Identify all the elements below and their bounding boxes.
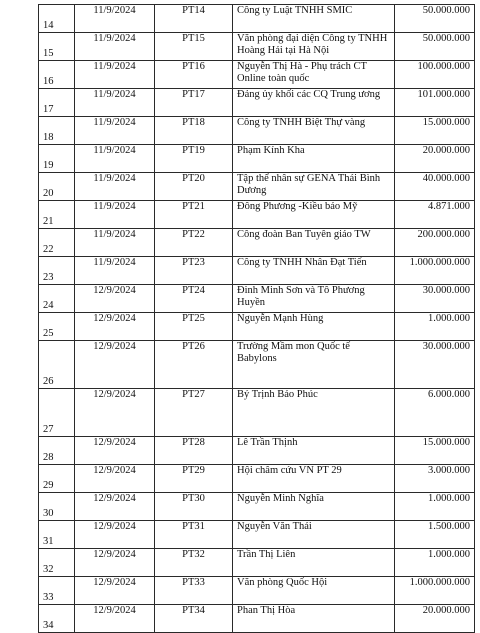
donation-table xyxy=(38,4,475,633)
row-date: 11/9/2024 xyxy=(75,33,155,61)
row-amount: 1.000.000 xyxy=(395,493,475,521)
table-row xyxy=(39,145,475,173)
table-row xyxy=(39,313,475,341)
row-receipt-code: PT22 xyxy=(155,229,233,257)
row-donor-name: Văn phòng đại diện Công ty TNHH Hoàng Hải tại Hà Nội xyxy=(233,33,395,61)
table-row xyxy=(39,201,475,229)
row-receipt-code: PT14 xyxy=(155,5,233,33)
row-date: 12/9/2024 xyxy=(75,437,155,465)
row-amount: 6.000.000 xyxy=(395,389,475,437)
row-date: 12/9/2024 xyxy=(75,493,155,521)
table-row xyxy=(39,89,475,117)
row-receipt-code: PT24 xyxy=(155,285,233,313)
row-donor-name: Phan Thị Hòa xyxy=(233,605,395,633)
row-receipt-code: PT31 xyxy=(155,521,233,549)
row-number: 31 xyxy=(39,521,75,549)
row-donor-name: Đông Phương -Kiều bảo Mỹ xyxy=(233,201,395,229)
row-amount: 3.000.000 xyxy=(395,465,475,493)
row-amount: 40.000.000 xyxy=(395,173,475,201)
row-amount: 4.871.000 xyxy=(395,201,475,229)
row-donor-name: Hội châm cứu VN PT 29 xyxy=(233,465,395,493)
row-receipt-code: PT19 xyxy=(155,145,233,173)
row-donor-name: Công ty TNHH Nhân Đạt Tiến xyxy=(233,257,395,285)
row-amount: 1.500.000 xyxy=(395,521,475,549)
row-receipt-code: PT32 xyxy=(155,549,233,577)
row-receipt-code: PT16 xyxy=(155,61,233,89)
row-number: 15 xyxy=(39,33,75,61)
table-row xyxy=(39,493,475,521)
row-amount: 200.000.000 xyxy=(395,229,475,257)
row-amount: 50.000.000 xyxy=(395,5,475,33)
row-date: 11/9/2024 xyxy=(75,5,155,33)
row-date: 12/9/2024 xyxy=(75,465,155,493)
table-row xyxy=(39,549,475,577)
row-number: 25 xyxy=(39,313,75,341)
row-donor-name: Lê Trần Thịnh xyxy=(233,437,395,465)
row-receipt-code: PT17 xyxy=(155,89,233,117)
row-amount: 1.000.000.000 xyxy=(395,257,475,285)
row-date: 12/9/2024 xyxy=(75,285,155,313)
row-date: 11/9/2024 xyxy=(75,145,155,173)
row-number: 30 xyxy=(39,493,75,521)
table-row xyxy=(39,285,475,313)
row-amount: 15.000.000 xyxy=(395,117,475,145)
row-amount: 1.000.000.000 xyxy=(395,577,475,605)
row-receipt-code: PT21 xyxy=(155,201,233,229)
row-date: 11/9/2024 xyxy=(75,257,155,285)
table-row xyxy=(39,5,475,33)
row-date: 11/9/2024 xyxy=(75,61,155,89)
row-number: 18 xyxy=(39,117,75,145)
row-receipt-code: PT28 xyxy=(155,437,233,465)
row-date: 12/9/2024 xyxy=(75,313,155,341)
row-number: 21 xyxy=(39,201,75,229)
row-date: 12/9/2024 xyxy=(75,521,155,549)
row-amount: 15.000.000 xyxy=(395,437,475,465)
table-row xyxy=(39,465,475,493)
row-donor-name: Tập thể nhân sự GENA Thái Bình Dương xyxy=(233,173,395,201)
row-receipt-code: PT34 xyxy=(155,605,233,633)
row-date: 12/9/2024 xyxy=(75,549,155,577)
row-donor-name: Nguyễn Thị Hà - Phụ trách CT Online toàn quốc xyxy=(233,61,395,89)
row-date: 12/9/2024 xyxy=(75,577,155,605)
table-row xyxy=(39,173,475,201)
table-row xyxy=(39,33,475,61)
table-row xyxy=(39,229,475,257)
row-amount: 20.000.000 xyxy=(395,145,475,173)
row-number: 27 xyxy=(39,389,75,437)
row-donor-name: Nguyễn Minh Nghĩa xyxy=(233,493,395,521)
row-amount: 20.000.000 xyxy=(395,605,475,633)
row-donor-name: Đinh Minh Sơn và Tô Phương Huyền xyxy=(233,285,395,313)
row-amount: 1.000.000 xyxy=(395,549,475,577)
table-row xyxy=(39,341,475,389)
row-amount: 100.000.000 xyxy=(395,61,475,89)
row-receipt-code: PT29 xyxy=(155,465,233,493)
row-number: 16 xyxy=(39,61,75,89)
row-amount: 101.000.000 xyxy=(395,89,475,117)
row-date: 11/9/2024 xyxy=(75,229,155,257)
row-receipt-code: PT30 xyxy=(155,493,233,521)
row-amount: 1.000.000 xyxy=(395,313,475,341)
row-date: 12/9/2024 xyxy=(75,389,155,437)
row-donor-name: Văn phòng Quốc Hội xyxy=(233,577,395,605)
row-donor-name: Công ty TNHH Biệt Thự vàng xyxy=(233,117,395,145)
row-receipt-code: PT20 xyxy=(155,173,233,201)
row-date: 11/9/2024 xyxy=(75,173,155,201)
table-row xyxy=(39,521,475,549)
row-number: 17 xyxy=(39,89,75,117)
row-donor-name: Trần Thị Liên xyxy=(233,549,395,577)
row-donor-name: Công ty Luật TNHH SMIC xyxy=(233,5,395,33)
row-number: 23 xyxy=(39,257,75,285)
row-number: 34 xyxy=(39,605,75,633)
table-row xyxy=(39,605,475,633)
row-receipt-code: PT25 xyxy=(155,313,233,341)
row-receipt-code: PT15 xyxy=(155,33,233,61)
row-number: 26 xyxy=(39,341,75,389)
row-date: 11/9/2024 xyxy=(75,117,155,145)
row-donor-name: Nguyễn Mạnh Hùng xyxy=(233,313,395,341)
table-row xyxy=(39,437,475,465)
row-donor-name: Công đoàn Ban Tuyên giáo TW xyxy=(233,229,395,257)
table-row xyxy=(39,61,475,89)
row-date: 12/9/2024 xyxy=(75,341,155,389)
row-receipt-code: PT27 xyxy=(155,389,233,437)
row-receipt-code: PT33 xyxy=(155,577,233,605)
row-number: 33 xyxy=(39,577,75,605)
row-amount: 30.000.000 xyxy=(395,341,475,389)
row-donor-name: Bý Trịnh Bảo Phúc xyxy=(233,389,395,437)
table-row xyxy=(39,389,475,437)
row-receipt-code: PT23 xyxy=(155,257,233,285)
row-amount: 30.000.000 xyxy=(395,285,475,313)
row-donor-name: Phạm Kính Kha xyxy=(233,145,395,173)
row-number: 24 xyxy=(39,285,75,313)
row-date: 11/9/2024 xyxy=(75,89,155,117)
row-receipt-code: PT18 xyxy=(155,117,233,145)
row-number: 28 xyxy=(39,437,75,465)
table-row xyxy=(39,257,475,285)
row-number: 22 xyxy=(39,229,75,257)
row-number: 29 xyxy=(39,465,75,493)
row-number: 32 xyxy=(39,549,75,577)
row-number: 19 xyxy=(39,145,75,173)
row-donor-name: Nguyễn Văn Thái xyxy=(233,521,395,549)
row-number: 14 xyxy=(39,5,75,33)
row-donor-name: Trường Mầm mon Quốc tế Babylons xyxy=(233,341,395,389)
row-date: 11/9/2024 xyxy=(75,201,155,229)
row-receipt-code: PT26 xyxy=(155,341,233,389)
row-donor-name: Đảng ủy khối các CQ Trung ương xyxy=(233,89,395,117)
row-number: 20 xyxy=(39,173,75,201)
row-amount: 50.000.000 xyxy=(395,33,475,61)
table-row xyxy=(39,577,475,605)
row-date: 12/9/2024 xyxy=(75,605,155,633)
table-row xyxy=(39,117,475,145)
